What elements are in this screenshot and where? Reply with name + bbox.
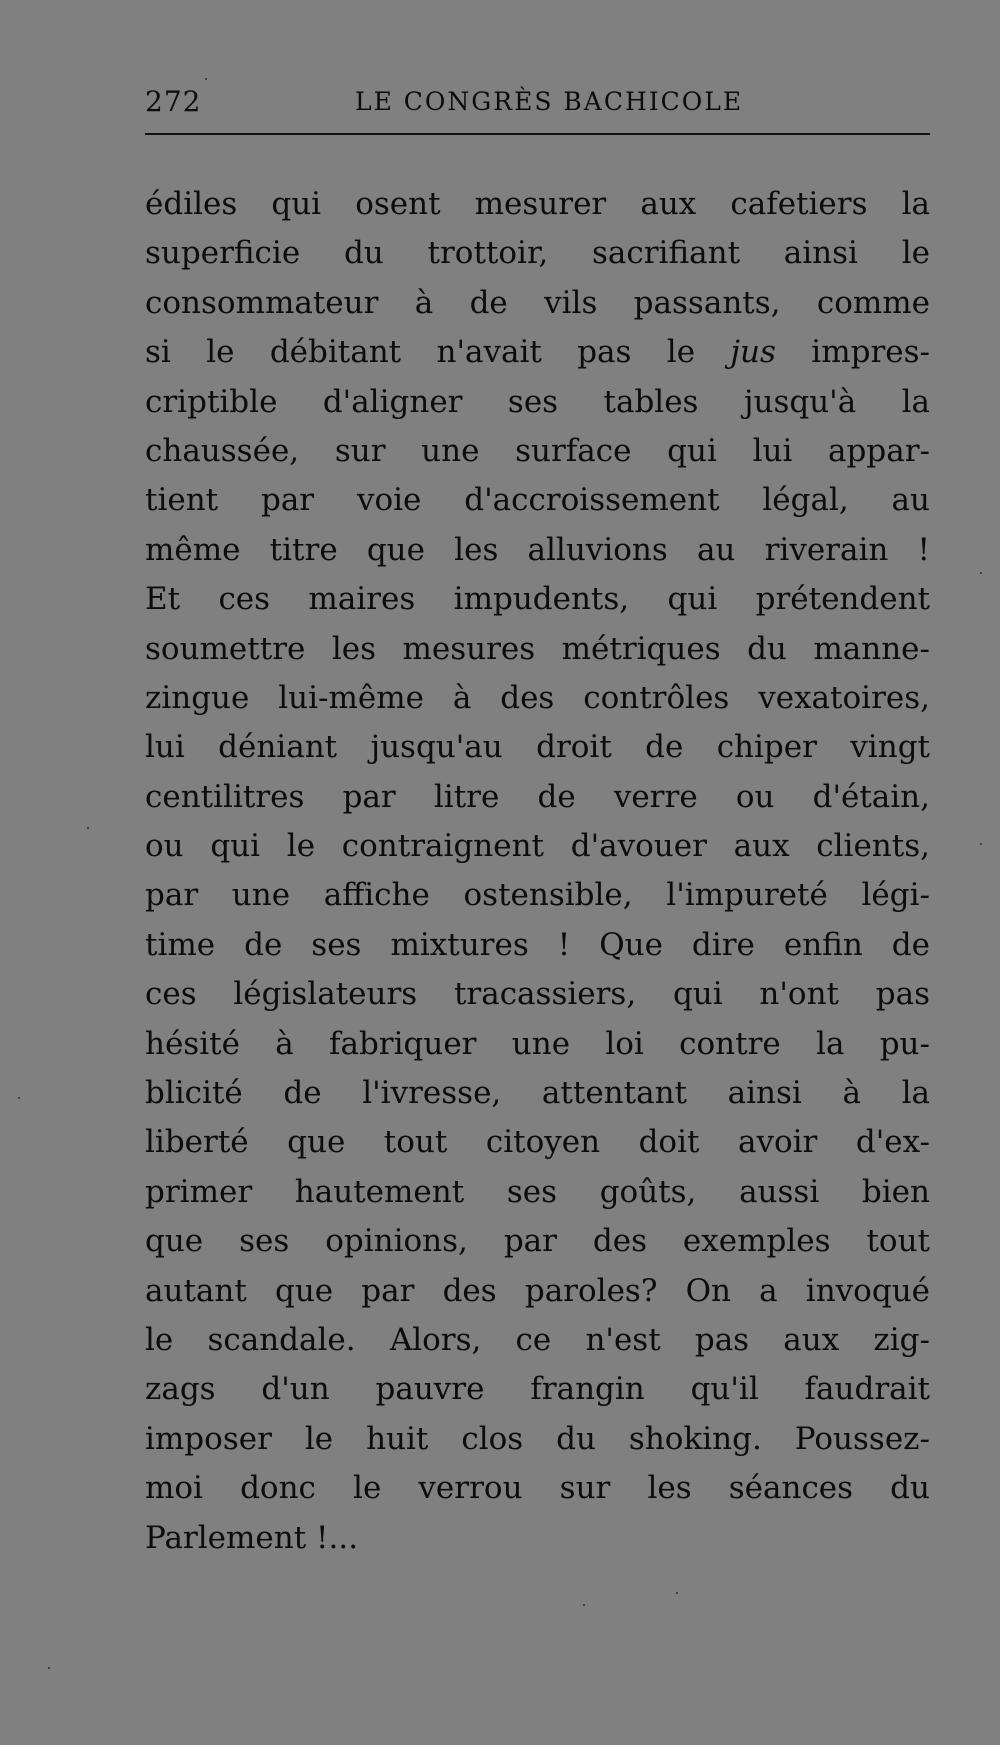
scan-speck: [18, 1097, 20, 1099]
running-title: LE CONGRÈS BACHICOLE: [355, 87, 744, 116]
text-line: le scandale. Alors, ce n'est pas aux zig-: [145, 1321, 930, 1358]
text-line: blicité de l'ivresse, attentant ainsi à la: [145, 1075, 930, 1112]
text-line: hésité à fabriquer une loi contre la pu-: [145, 1025, 930, 1062]
text-line: superficie du trottoir, sacrifiant ainsi le: [145, 235, 930, 272]
text-line: chaussée, sur une surface qui lui appar-: [145, 432, 930, 469]
text-line: lui déniant jusqu'au droit de chiper vingt: [145, 729, 930, 766]
text-line: édiles qui osent mesurer aux cafetiers la: [145, 186, 930, 222]
scan-speck: [87, 827, 89, 829]
text-run: si le débitant n'avait pas le: [145, 334, 731, 371]
text-line: par une affiche ostensible, l'impureté légi-: [145, 877, 930, 914]
text-line: Et ces maires impudents, qui prétendent: [145, 581, 930, 618]
text-line: moi donc le verrou sur les séances du: [145, 1470, 930, 1507]
text-line: time de ses mixtures ! Que dire enfin de: [145, 926, 930, 963]
text-line: tient par voie d'accroissement légal, au: [145, 482, 930, 519]
text-line: que ses opinions, par des exemples tout: [145, 1223, 930, 1260]
header-rule: [145, 133, 930, 135]
text-line: consommateur à de vils passants, comme: [145, 284, 930, 321]
text-line: criptible d'aligner ses tables jusqu'à la: [145, 383, 930, 420]
scan-speck: [205, 78, 207, 80]
text-run: impres-: [775, 334, 930, 371]
text-line: imposer le huit clos du shoking. Poussez-: [145, 1420, 930, 1457]
body-text: [145, 180, 930, 1563]
scan-speck: [676, 1592, 678, 1594]
text-line: même titre que les alluvions au riverain !: [145, 531, 930, 568]
running-header: [145, 82, 930, 122]
page-number: 272: [145, 85, 202, 118]
text-line: primer hautement ses goûts, aussi bien: [145, 1173, 930, 1210]
text-line: [145, 328, 930, 377]
text-line: liberté que tout citoyen doit avoir d'ex-: [145, 1124, 930, 1161]
text-line-last: Parlement !...: [145, 1519, 359, 1556]
scan-speck: [583, 1604, 585, 1606]
italic-word: jus: [730, 334, 776, 371]
text-line: soumettre les mesures métriques du manne-: [145, 630, 930, 667]
scan-speck: [48, 1667, 50, 1669]
text-line: ou qui le contraignent d'avouer aux clients,: [145, 828, 930, 865]
text-line: zingue lui-même à des contrôles vexatoires,: [145, 679, 930, 716]
text-line: zags d'un pauvre frangin qu'il faudrait: [145, 1371, 930, 1408]
text-line: ces législateurs tracassiers, qui n'ont pas: [145, 976, 930, 1013]
text-line: centilitres par litre de verre ou d'étain,: [145, 778, 930, 815]
scan-speck: [980, 572, 982, 574]
text-line: autant que par des paroles? On a invoqué: [145, 1272, 930, 1309]
scan-speck: [980, 843, 982, 845]
